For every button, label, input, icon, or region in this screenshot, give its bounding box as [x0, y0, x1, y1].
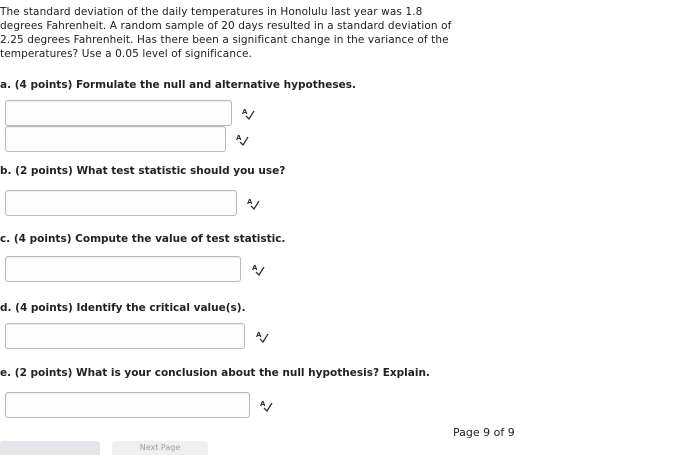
svg-text:A: A	[242, 108, 248, 116]
answer-a1-input[interactable]	[5, 100, 232, 126]
question-c-label: c. (4 points) Compute the value of test statistic.	[0, 233, 286, 245]
answer-d-input[interactable]	[5, 323, 245, 349]
svg-text:A: A	[247, 198, 253, 206]
answer-a2-input[interactable]	[5, 126, 226, 152]
question-e-label: e. (2 points) What is your conclusion about the null hypothesis? Explain.	[0, 367, 430, 379]
intro-line: temperatures? Use a 0.05 level of significance.	[0, 48, 252, 60]
next-page-button[interactable]: Next Page	[112, 441, 208, 455]
svg-text:A: A	[260, 400, 266, 408]
question-a-label: a. (4 points) Formulate the null and alternative hypotheses.	[0, 79, 356, 91]
intro-line: degrees Fahrenheit. A random sample of 20 days resulted in a standard deviation of	[0, 20, 452, 32]
svg-text:A: A	[252, 264, 258, 272]
page-indicator: Page 9 of 9	[453, 426, 515, 439]
spellcheck-icon[interactable]	[255, 329, 269, 343]
spellcheck-icon[interactable]	[259, 398, 273, 412]
intro-line: 2.25 degrees Fahrenheit. Has there been a significant change in the variance of the	[0, 34, 449, 46]
svg-text:A: A	[236, 134, 242, 142]
answer-c-input[interactable]	[5, 256, 241, 282]
svg-text:A: A	[256, 331, 262, 339]
intro-line: The standard deviation of the daily temperatures in Honolulu last year was 1.8	[0, 6, 423, 18]
question-b-label: b. (2 points) What test statistic should you use?	[0, 165, 286, 177]
question-d-label: d. (4 points) Identify the critical value(s).	[0, 302, 246, 314]
spellcheck-icon[interactable]	[241, 106, 255, 120]
spellcheck-icon[interactable]	[246, 196, 260, 210]
spellcheck-icon[interactable]	[235, 132, 249, 146]
answer-e-input[interactable]	[5, 392, 250, 418]
spellcheck-icon[interactable]	[251, 262, 265, 276]
question-intro	[0, 5, 470, 61]
answer-b-input[interactable]	[5, 190, 237, 216]
